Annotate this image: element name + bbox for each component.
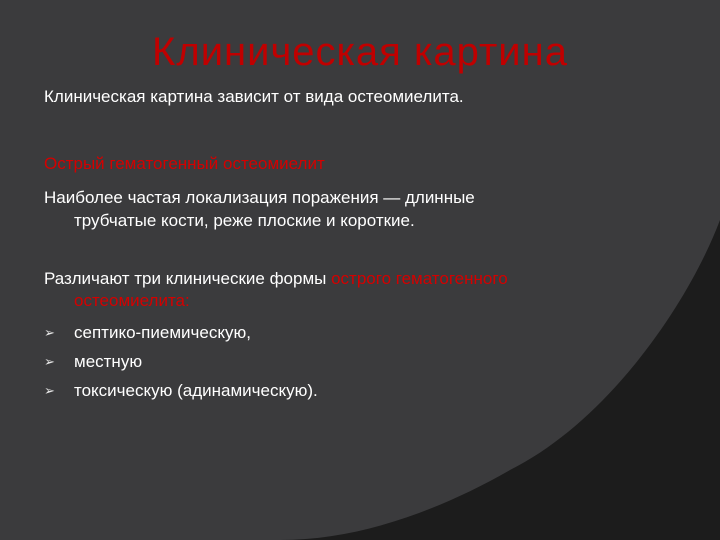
list-item: токсическую (адинамическую). bbox=[74, 381, 318, 400]
list-item: местную bbox=[74, 352, 143, 371]
arrow-bullet-icon: ➢ bbox=[44, 354, 55, 369]
intro-text: Клиническая картина зависит от вида остеомиелита. bbox=[44, 87, 464, 106]
arrow-bullet-icon: ➢ bbox=[44, 383, 55, 398]
forms-intro-text: Различают три клинические формы bbox=[44, 269, 332, 288]
forms-highlight: острого гематогенного bbox=[331, 269, 508, 288]
list-item: септико-пиемическую, bbox=[74, 323, 251, 342]
forms-highlight-line-2: остеомиелита: bbox=[74, 291, 190, 310]
subheading: Острый гематогенный остеомиелит bbox=[44, 154, 325, 173]
slide-title: Клиническая картина bbox=[152, 30, 568, 74]
forms-intro bbox=[44, 268, 508, 290]
localization-line-1: Наиболее частая локализация поражения — длинные bbox=[44, 188, 475, 207]
localization-line-2: трубчатые кости, реже плоские и короткие. bbox=[74, 211, 415, 230]
arrow-bullet-icon: ➢ bbox=[44, 325, 55, 340]
